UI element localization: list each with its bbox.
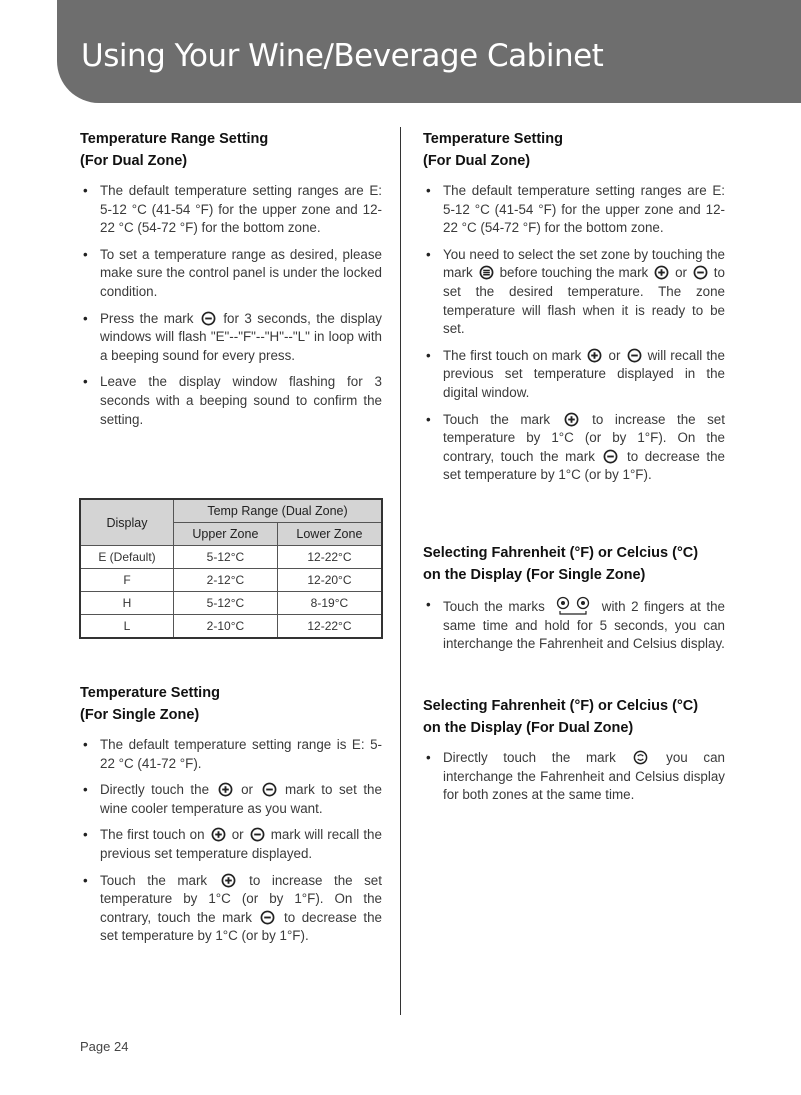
minus-circle-icon [603, 449, 618, 464]
minus-circle-icon [627, 348, 642, 363]
section-title: Temperature Setting [423, 131, 563, 147]
bullet-list [423, 749, 725, 805]
plus-circle-icon [221, 873, 236, 888]
section-fahrenheit-single [423, 542, 725, 654]
minus-circle-icon [201, 311, 216, 326]
list-item: • The first touch on mark or will recall the previous set temperature displayed in the digital window. [423, 347, 725, 403]
minus-circle-icon [250, 827, 265, 842]
section-title: Temperature Setting [80, 685, 220, 701]
table-header-lower: Lower Zone [277, 523, 382, 546]
plus-circle-icon [654, 265, 669, 280]
table-cell: H [80, 592, 174, 615]
right-column [423, 128, 725, 485]
section-temp-setting-single [80, 682, 382, 946]
list-item: • Leave the display window flashing for 3 seconds with a beeping sound to confirm the setting. [80, 373, 382, 429]
plus-circle-icon [218, 782, 233, 797]
list-item: • Touch the mark to increase the set temperature by 1°C (or by 1°F). On the contrary, touch the mark to decrease the set temperature by 1°C (or by 1°F). [80, 872, 382, 946]
section-subtitle: on the Display (For Dual Zone) [423, 720, 634, 736]
section-title: Selecting Fahrenheit (°F) or Celcius (°C) [423, 545, 699, 561]
table-header-display: Display [80, 499, 174, 546]
table-cell: 5-12°C [174, 546, 278, 569]
section-title: Selecting Fahrenheit (°F) or Celcius (°C) [423, 698, 699, 714]
dual-button-icon [552, 596, 594, 616]
table-cell: 2-12°C [174, 569, 278, 592]
column-divider [400, 127, 401, 1015]
right-column-mid [423, 542, 725, 654]
minus-circle-icon [262, 782, 277, 797]
list-item: • Directly touch the mark you can interchange the Fahrenheit and Celsius display for both zones at the same time. [423, 749, 725, 805]
list-item: • The default temperature setting ranges are E: 5-12 °C (41-54 °F) for the upper zone and 12-22 °C (54-72 °F) for the bottom zone. [423, 182, 725, 238]
unit-toggle-icon [633, 750, 648, 765]
list-item: • The first touch on or mark will recall the previous set temperature displayed. [80, 826, 382, 863]
section-fahrenheit-dual [423, 695, 725, 805]
list-item: • Touch the marks with 2 fingers at the same time and hold for 5 seconds, you can interchange the Fahrenheit and Celsius display. [423, 596, 725, 654]
list-item: • Press the mark for 3 seconds, the display windows will flash "E"--"F"--"H"--"L" in loop with a beeping sound for every press. [80, 310, 382, 366]
minus-circle-icon [260, 910, 275, 925]
section-subtitle: on the Display (For Single Zone) [423, 567, 646, 583]
table-row [80, 592, 382, 615]
table-cell: 2-10°C [174, 615, 278, 639]
section-temp-setting-dual [423, 128, 725, 485]
temp-range-table [79, 498, 383, 639]
section-subtitle: (For Dual Zone) [423, 153, 531, 169]
bullet-list [80, 182, 382, 429]
table-cell: F [80, 569, 174, 592]
bullet-list [80, 736, 382, 946]
list-item: • Directly touch the or mark to set the wine cooler temperature as you want. [80, 781, 382, 818]
table-cell: E (Default) [80, 546, 174, 569]
bullet-list [423, 596, 725, 654]
table-row [80, 569, 382, 592]
table-cell: 12-22°C [277, 615, 382, 639]
plus-circle-icon [211, 827, 226, 842]
table-cell: L [80, 615, 174, 639]
page-title: Using Your Wine/Beverage Cabinet [81, 38, 604, 74]
table-header-range: Temp Range (Dual Zone) [174, 499, 383, 523]
section-temp-range-dual [80, 128, 382, 429]
zone-select-icon [479, 265, 494, 280]
list-item: • The default temperature setting ranges are E: 5-12 °C (41-54 °F) for the upper zone and 12-22 °C (54-72 °F) for the bottom zone. [80, 182, 382, 238]
section-subtitle: (For Single Zone) [80, 707, 200, 723]
header-banner [57, 0, 801, 103]
table-row [80, 615, 382, 639]
list-item: • The default temperature setting range is E: 5-22 °C (41-72 °F). [80, 736, 382, 773]
table-cell: 5-12°C [174, 592, 278, 615]
left-column [80, 128, 382, 429]
list-item: • You need to select the set zone by touching the mark before touching the mark or to set the desired temperature. The zone temperature will flash when it is ready to be set. [423, 246, 725, 339]
table-cell: 8-19°C [277, 592, 382, 615]
table-cell: 12-20°C [277, 569, 382, 592]
right-column-lower [423, 695, 725, 805]
minus-circle-icon [693, 265, 708, 280]
table-cell: 12-22°C [277, 546, 382, 569]
list-item: • To set a temperature range as desired, please make sure the control panel is under the locked condition. [80, 246, 382, 302]
plus-circle-icon [564, 412, 579, 427]
bullet-list [423, 182, 725, 485]
table-header-upper: Upper Zone [174, 523, 278, 546]
left-column-lower [80, 682, 382, 946]
section-title: Temperature Range Setting [80, 131, 269, 147]
list-item: • Touch the mark to increase the set temperature by 1°C (or by 1°F). On the contrary, touch the mark to decrease the set temperature by 1°C (or by 1°F). [423, 411, 725, 485]
plus-circle-icon [587, 348, 602, 363]
table-row [80, 546, 382, 569]
section-subtitle: (For Dual Zone) [80, 153, 188, 169]
page-number: Page 24 [80, 1039, 129, 1054]
